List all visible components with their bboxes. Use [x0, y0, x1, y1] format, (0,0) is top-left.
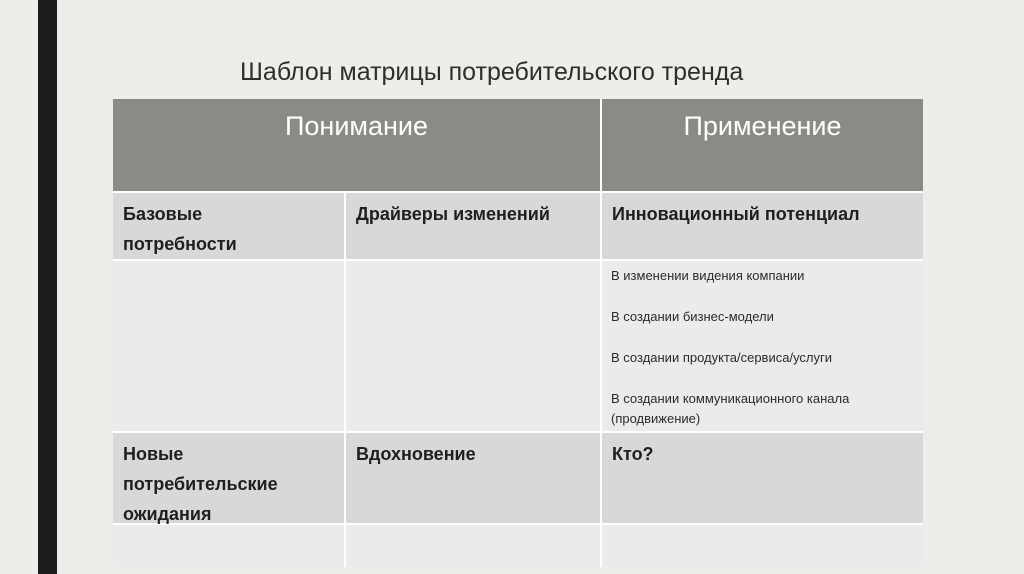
- slide-left-margin: [0, 0, 38, 574]
- cell-empty-r4c1: [113, 525, 344, 567]
- cell-who: Кто?: [602, 433, 923, 523]
- cell-empty-r2c2: [346, 261, 600, 431]
- cell-innovation-potential: Инновационный потенциал: [602, 193, 923, 259]
- header-understanding: Понимание: [113, 99, 600, 191]
- slide-accent-bar: [38, 0, 57, 574]
- cell-empty-r4c3: [602, 525, 923, 567]
- cell-empty-r2c1: [113, 261, 344, 431]
- cell-new-consumer-expectations: Новые потребительские ожидания: [113, 433, 344, 523]
- list-item: В создании коммуникационного канала (продвижение): [611, 391, 850, 426]
- cell-empty-r4c2: [346, 525, 600, 567]
- cell-basic-needs: Базовые потребности: [113, 193, 344, 259]
- cell-innovation-list: [602, 261, 923, 431]
- cell-drivers-of-change: Драйверы изменений: [346, 193, 600, 259]
- trend-matrix-table: [113, 99, 923, 567]
- list-item: В создании бизнес-модели: [611, 309, 774, 324]
- header-application: Применение: [602, 99, 923, 191]
- slide-title: Шаблон матрицы потребительского тренда: [240, 58, 744, 86]
- list-item: В создании продукта/сервиса/услуги: [611, 350, 833, 365]
- list-item: В изменении видения компании: [611, 268, 805, 283]
- cell-inspiration: Вдохновение: [346, 433, 600, 523]
